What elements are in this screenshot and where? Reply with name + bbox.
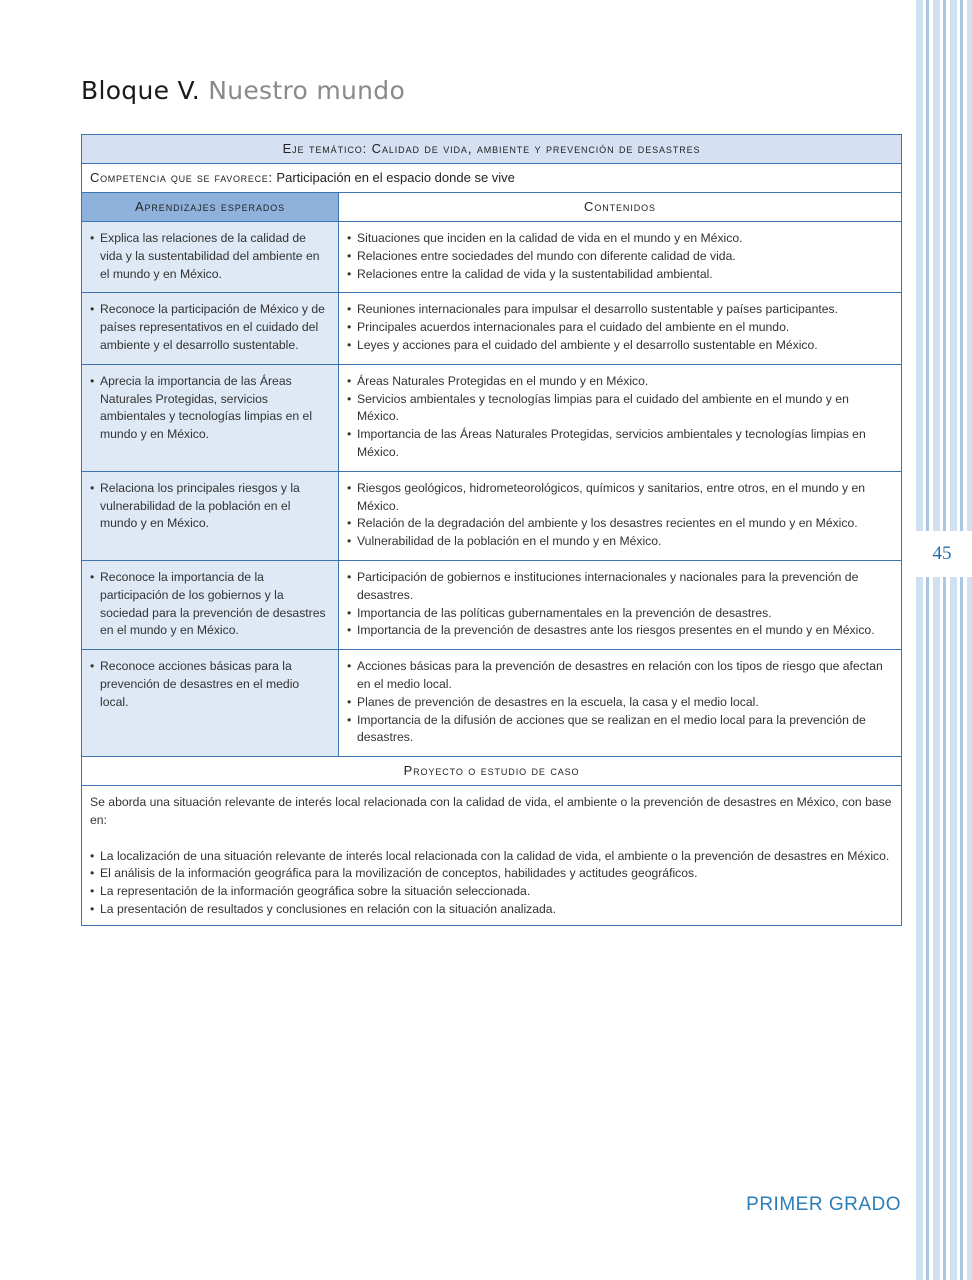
contenido-item: • Principales acuerdos internacionales para el cuidado del ambiente en el mundo.	[347, 319, 893, 337]
contenido-item: • Relaciones entre la calidad de vida y la sustentabilidad ambiental.	[347, 266, 893, 284]
table-row	[82, 471, 902, 560]
contenido-item: • Relaciones entre sociedades del mundo con diferente calidad de vida.	[347, 248, 893, 266]
proyecto-header: Proyecto o estudio de caso	[82, 757, 902, 786]
contenido-item: • Leyes y acciones para el cuidado del ambiente y el desarrollo sustentable en México.	[347, 337, 893, 355]
contenido-item: • Importancia de la difusión de acciones que se realizan en el medio local para la prevención de desastres.	[347, 712, 893, 748]
contenidos-list	[347, 230, 893, 283]
aprendizaje-list	[90, 373, 330, 444]
contenido-item: • Participación de gobiernos e instituciones internacionales y nacionales para la prevención de desastres.	[347, 569, 893, 605]
proyecto-item: • La representación de la información geográfica sobre la situación seleccionada.	[90, 883, 893, 901]
contenidos-list	[347, 373, 893, 462]
contenido-item: • Áreas Naturales Protegidas en el mundo y en México.	[347, 373, 893, 391]
block-subtitle: Nuestro mundo	[208, 76, 406, 105]
table-row	[82, 293, 902, 364]
block-label: Bloque V.	[81, 76, 200, 105]
aprendizaje-cell	[82, 364, 339, 471]
proyecto-intro: Se aborda una situación relevante de interés local relacionada con la calidad de vida, el ambiente o la prevención de desastres en México, con base en:	[90, 795, 892, 827]
contenidos-list	[347, 569, 893, 640]
aprendizaje-cell	[82, 560, 339, 649]
proyecto-item: • La localización de una situación relevante de interés local relacionada con la calidad de vida, el ambiente o la prevención de desastres en México.	[90, 848, 893, 866]
contenidos-cell	[339, 471, 902, 560]
contenidos-list	[347, 301, 893, 354]
contenido-item: • Importancia de la prevención de desastres ante los riesgos presentes en el mundo y en México.	[347, 622, 893, 640]
competencia-value: Participación en el espacio donde se vive	[276, 170, 515, 186]
contenido-item: • Riesgos geológicos, hidrometeorológicos, químicos y sanitarios, entre otros, en el mundo y en México.	[347, 480, 893, 516]
table-row	[82, 222, 902, 293]
proyecto-body	[82, 786, 902, 926]
decorative-side-stripes	[912, 0, 972, 1280]
aprendizaje-list	[90, 569, 330, 640]
contenidos-cell	[339, 560, 902, 649]
aprendizaje-cell	[82, 650, 339, 757]
contenido-item: • Reuniones internacionales para impulsar el desarrollo sustentable y países participantes.	[347, 301, 893, 319]
aprendizaje-cell	[82, 222, 339, 293]
contenido-item: • Situaciones que inciden en la calidad de vida en el mundo y en México.	[347, 230, 893, 248]
aprendizaje-item: • Reconoce acciones básicas para la prevención de desastres en el medio local.	[90, 658, 330, 711]
aprendizaje-item: • Aprecia la importancia de las Áreas Naturales Protegidas, servicios ambientales y tecnologías limpias en el mundo y en México.	[90, 373, 330, 444]
aprendizaje-cell	[82, 471, 339, 560]
page-number: 45	[912, 531, 972, 577]
contenidos-cell	[339, 222, 902, 293]
contenido-item: • Planes de prevención de desastres en la escuela, la casa y el medio local.	[347, 694, 893, 712]
contenidos-list	[347, 658, 893, 747]
contenido-item: • Acciones básicas para la prevención de desastres en relación con los tipos de riesgo que afectan en el medio local.	[347, 658, 893, 694]
contenido-item: • Relación de la degradación del ambiente y los desastres recientes en el mundo y en México.	[347, 515, 893, 533]
page-title	[81, 76, 405, 105]
table-row	[82, 364, 902, 471]
curriculum-table	[81, 134, 902, 926]
proyecto-item: • La presentación de resultados y conclusiones en relación con la situación analizada.	[90, 901, 893, 919]
contenidos-cell	[339, 293, 902, 364]
grade-footer: PRIMER GRADO	[746, 1194, 901, 1215]
contenido-item: • Servicios ambientales y tecnologías limpias para el cuidado del ambiente en el mundo y en México.	[347, 391, 893, 427]
competencia-label: Competencia que se favorece:	[90, 170, 273, 186]
aprendizaje-list	[90, 658, 330, 711]
table-row	[82, 560, 902, 649]
aprendizaje-item: • Relaciona los principales riesgos y la vulnerabilidad de la población en el mundo y en México.	[90, 480, 330, 533]
aprendizaje-list	[90, 480, 330, 533]
proyecto-item: • El análisis de la información geográfica para la movilización de conceptos, habilidades y actitudes geográficos.	[90, 865, 893, 883]
eje-tematico-header: Eje temático: Calidad de vida, ambiente y prevención de desastres	[82, 135, 902, 164]
aprendizaje-item: • Explica las relaciones de la calidad de vida y la sustentabilidad del ambiente en el mundo y en México.	[90, 230, 330, 283]
aprendizaje-cell	[82, 293, 339, 364]
aprendizaje-item: • Reconoce la participación de México y de países representativos en el cuidado del ambiente y el desarrollo sustentable.	[90, 301, 330, 354]
contenidos-cell	[339, 650, 902, 757]
column-header-aprendizajes: Aprendizajes esperados	[82, 193, 339, 222]
contenidos-cell	[339, 364, 902, 471]
aprendizaje-item: • Reconoce la importancia de la participación de los gobiernos y la sociedad para la prevención de desastres en el mundo y en México.	[90, 569, 330, 640]
aprendizaje-list	[90, 301, 330, 354]
column-header-contenidos: Contenidos	[339, 193, 902, 222]
contenido-item: • Importancia de las políticas gubernamentales en la prevención de desastres.	[347, 605, 893, 623]
contenidos-list	[347, 480, 893, 551]
proyecto-list	[90, 848, 893, 919]
contenido-item: • Vulnerabilidad de la población en el mundo y en México.	[347, 533, 893, 551]
aprendizaje-list	[90, 230, 330, 283]
competencia-row	[82, 164, 902, 193]
table-row	[82, 650, 902, 757]
contenido-item: • Importancia de las Áreas Naturales Protegidas, servicios ambientales y tecnologías limpias en México.	[347, 426, 893, 462]
